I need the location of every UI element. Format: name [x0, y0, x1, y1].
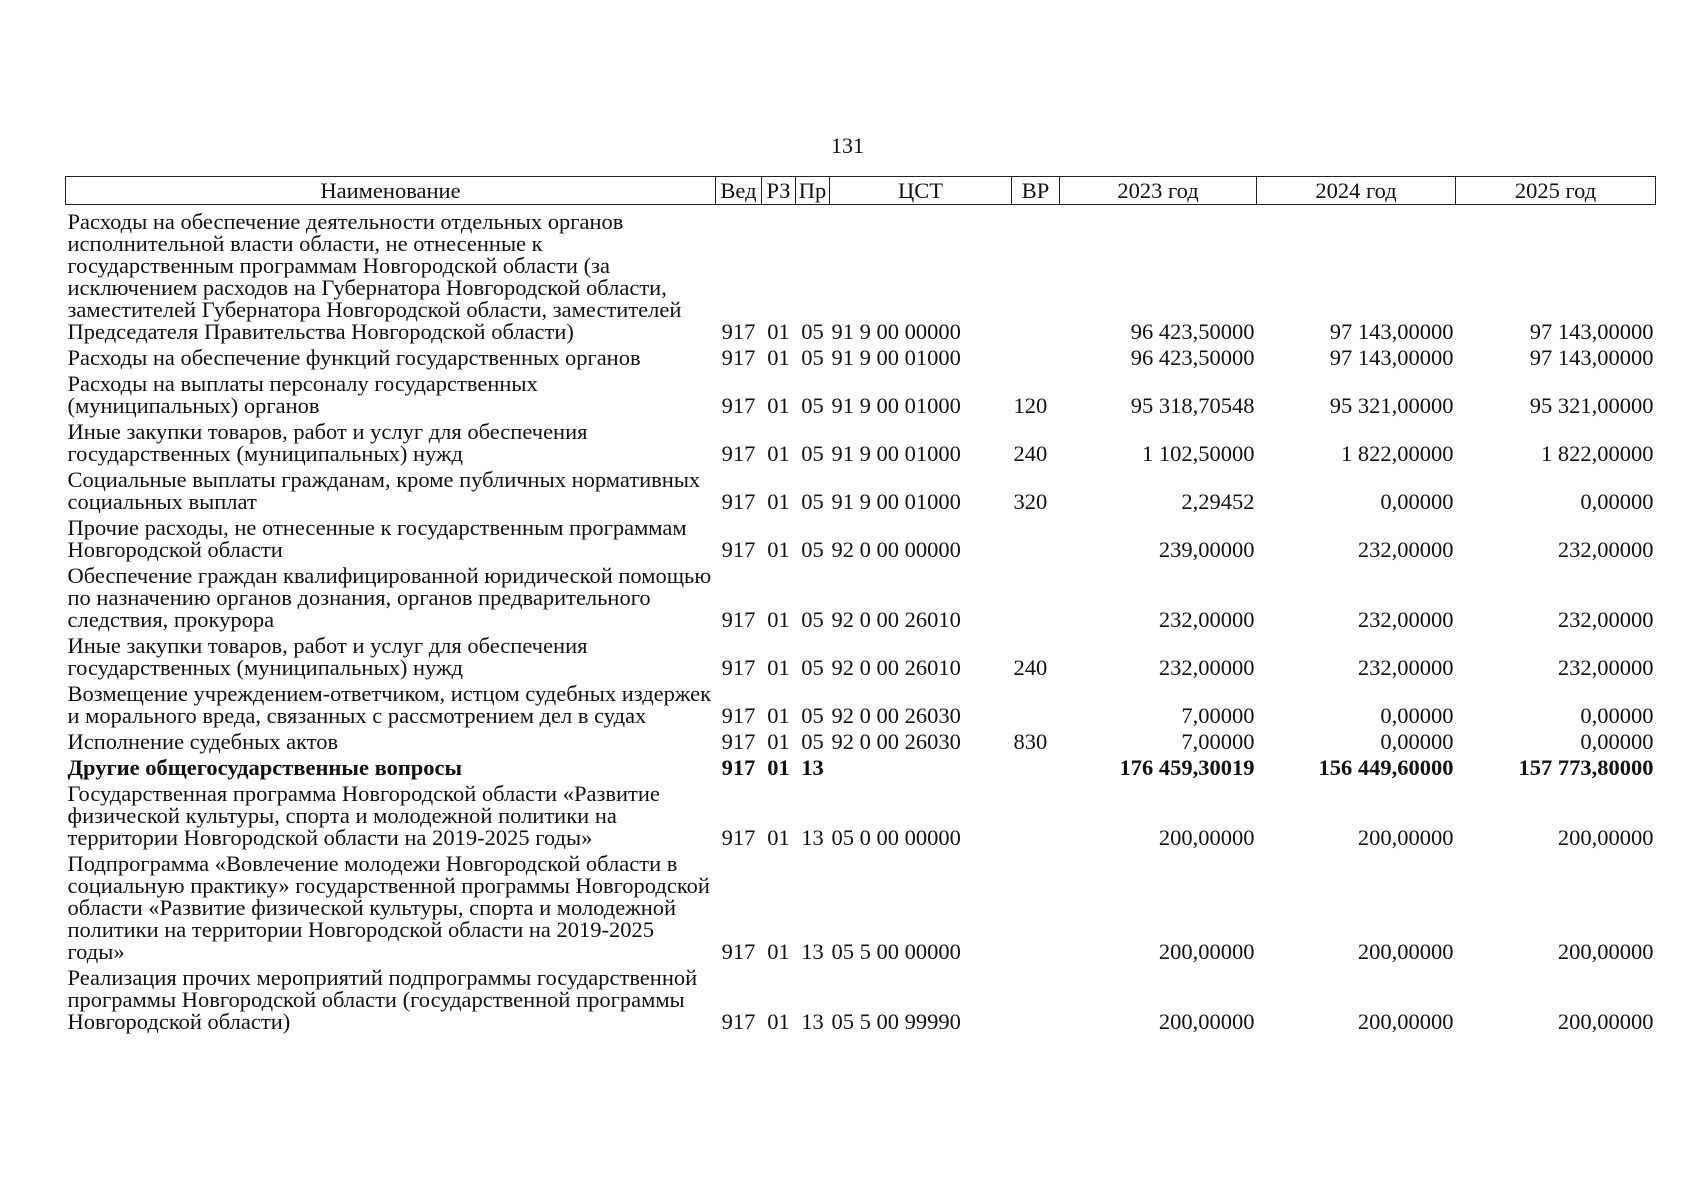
- cell-y2025: 95 321,00000: [1529, 393, 1654, 418]
- cell-y2025: 97 143,00000: [1529, 319, 1654, 344]
- cell-y2025: 0,00000: [1580, 489, 1654, 514]
- cell-vr: 240: [1013, 441, 1048, 466]
- cell-pr: 05: [801, 345, 824, 370]
- cell-y2023: 176 459,30019: [1119, 755, 1255, 780]
- cell-cst: 05 5 00 00000: [831, 939, 961, 964]
- cell-vr: [1012, 967, 1060, 1037]
- cell-vr: [1012, 565, 1060, 635]
- cell-name: Иные закупки товаров, работ и услуг для обеспечения государственных (муниципальных) нужд: [67, 419, 588, 466]
- table-row: [66, 967, 1656, 1037]
- table-header: [66, 177, 1656, 205]
- cell-name: Подпрограмма «Вовлечение молодежи Новгородской области в социальную практику» государственной программы Новгородской области «Развитие физической культуры, спорта и молодежной политики на территории Новгородской области на 2019-2025 годы»: [67, 851, 710, 964]
- cell-name: Другие общегосударственные вопросы: [67, 755, 463, 780]
- cell-pr: 05: [801, 441, 824, 466]
- header-pr: Пр: [796, 177, 830, 205]
- cell-pr: 05: [801, 607, 824, 632]
- cell-vr: 830: [1013, 729, 1048, 754]
- cell-ved: 917: [721, 703, 756, 728]
- cell-vr: [1012, 683, 1060, 731]
- cell-pr: 13: [801, 939, 824, 964]
- cell-y2023: 96 423,50000: [1130, 319, 1255, 344]
- cell-y2024: 232,00000: [1357, 607, 1454, 632]
- table-row: [66, 635, 1656, 683]
- cell-name: Расходы на обеспечение деятельности отдельных органов исполнительной власти области, не отнесенные к государственным программам Новгородской области (за исключением расходов на Губернатора Новгородской области, заместителей Губернатора Новгородской области, заместителей Председателя Правительства Новгородской области): [67, 209, 682, 344]
- table-body: [66, 205, 1656, 1038]
- cell-vr: [1012, 853, 1060, 967]
- cell-vr: 320: [1013, 489, 1048, 514]
- cell-name: Иные закупки товаров, работ и услуг для обеспечения государственных (муниципальных) нужд: [67, 633, 588, 680]
- cell-cst: 91 9 00 01000: [831, 441, 961, 466]
- cell-rz: 01: [767, 703, 790, 728]
- header-name: Наименование: [66, 177, 716, 205]
- cell-pr: 05: [801, 489, 824, 514]
- cell-y2024: 95 321,00000: [1329, 393, 1454, 418]
- cell-ved: 917: [721, 939, 756, 964]
- cell-y2024: 200,00000: [1357, 939, 1454, 964]
- cell-ved: 917: [721, 755, 756, 780]
- cell-cst: 92 0 00 26010: [831, 655, 961, 680]
- page-number: 131: [831, 133, 864, 158]
- cell-y2025: 200,00000: [1557, 1009, 1654, 1034]
- cell-rz: 01: [767, 825, 790, 850]
- header-ved: Вед: [716, 177, 762, 205]
- header-vr: ВР: [1012, 177, 1060, 205]
- cell-y2025: 0,00000: [1580, 703, 1654, 728]
- cell-cst: 92 0 00 26010: [831, 607, 961, 632]
- cell-ved: 917: [721, 345, 756, 370]
- cell-y2023: 200,00000: [1158, 939, 1255, 964]
- cell-vr: 120: [1013, 393, 1048, 418]
- cell-y2024: 232,00000: [1357, 537, 1454, 562]
- cell-pr: 05: [801, 319, 824, 344]
- cell-y2024: 232,00000: [1357, 655, 1454, 680]
- table-row: [66, 783, 1656, 853]
- cell-y2025: 157 773,80000: [1518, 755, 1654, 780]
- cell-rz: 01: [767, 319, 790, 344]
- cell-y2023: 7,00000: [1181, 703, 1255, 728]
- cell-ved: 917: [721, 825, 756, 850]
- cell-rz: 01: [767, 939, 790, 964]
- cell-vr: [1012, 347, 1060, 373]
- cell-y2024: 97 143,00000: [1329, 319, 1454, 344]
- table-row: [66, 731, 1656, 757]
- header-2024: 2024 год: [1257, 177, 1456, 205]
- cell-cst: 92 0 00 00000: [831, 537, 961, 562]
- cell-pr: 13: [801, 825, 824, 850]
- cell-cst: 05 5 00 99990: [831, 1009, 961, 1034]
- cell-y2023: 96 423,50000: [1130, 345, 1255, 370]
- header-rz: РЗ: [762, 177, 796, 205]
- cell-pr: 05: [801, 703, 824, 728]
- cell-ved: 917: [721, 607, 756, 632]
- cell-y2024: 0,00000: [1380, 703, 1454, 728]
- cell-pr: 05: [801, 537, 824, 562]
- cell-y2024: 97 143,00000: [1329, 345, 1454, 370]
- cell-pr: 05: [801, 655, 824, 680]
- cell-name: Социальные выплаты гражданам, кроме публичных нормативных социальных выплат: [67, 467, 701, 514]
- cell-ved: 917: [721, 319, 756, 344]
- cell-ved: 917: [721, 729, 756, 754]
- cell-y2025: 1 822,00000: [1541, 441, 1654, 466]
- cell-name: Расходы на выплаты персоналу государственных (муниципальных) органов: [67, 371, 538, 418]
- cell-vr: [1012, 783, 1060, 853]
- cell-name: Возмещение учреждением-ответчиком, истцом судебных издержек и морального вреда, связанных с рассмотрением дел в судах: [67, 681, 712, 728]
- cell-y2024: 200,00000: [1357, 1009, 1454, 1034]
- cell-y2025: 232,00000: [1557, 537, 1654, 562]
- table-row: [66, 469, 1656, 517]
- cell-y2023: 2,29452: [1181, 489, 1255, 514]
- cell-rz: 01: [767, 729, 790, 754]
- cell-cst: 91 9 00 00000: [831, 319, 961, 344]
- cell-y2025: 0,00000: [1580, 729, 1654, 754]
- cell-y2025: 200,00000: [1557, 939, 1654, 964]
- cell-vr: [1012, 517, 1060, 565]
- table-row: [66, 683, 1656, 731]
- cell-ved: 917: [721, 655, 756, 680]
- cell-y2023: 7,00000: [1181, 729, 1255, 754]
- table-row: [66, 517, 1656, 565]
- budget-table: [65, 176, 1656, 1037]
- cell-vr: [1012, 757, 1060, 783]
- cell-y2025: 232,00000: [1557, 655, 1654, 680]
- cell-y2023: 232,00000: [1158, 607, 1255, 632]
- cell-y2023: 95 318,70548: [1130, 393, 1255, 418]
- header-2025: 2025 год: [1456, 177, 1656, 205]
- cell-y2023: 200,00000: [1158, 825, 1255, 850]
- cell-rz: 01: [767, 441, 790, 466]
- cell-pr: 13: [801, 1009, 824, 1034]
- cell-cst: 91 9 00 01000: [831, 489, 961, 514]
- cell-rz: 01: [767, 489, 790, 514]
- cell-name: Расходы на обеспечение функций государственных органов: [67, 345, 641, 370]
- table-row: [66, 421, 1656, 469]
- header-cst: ЦСТ: [830, 177, 1012, 205]
- table-row: [66, 347, 1656, 373]
- cell-name: Исполнение судебных актов: [67, 729, 339, 754]
- cell-rz: 01: [767, 655, 790, 680]
- cell-y2023: 239,00000: [1158, 537, 1255, 562]
- cell-y2023: 1 102,50000: [1142, 441, 1255, 466]
- table-row: [66, 205, 1656, 348]
- table-row: [66, 757, 1656, 783]
- cell-ved: 917: [721, 1009, 756, 1034]
- cell-ved: 917: [721, 441, 756, 466]
- cell-pr: 05: [801, 393, 824, 418]
- cell-y2024: 0,00000: [1380, 729, 1454, 754]
- cell-cst: 05 0 00 00000: [831, 825, 961, 850]
- cell-y2025: 97 143,00000: [1529, 345, 1654, 370]
- cell-name: Прочие расходы, не отнесенные к государственным программам Новгородской области: [67, 515, 687, 562]
- cell-y2023: 232,00000: [1158, 655, 1255, 680]
- cell-vr: 240: [1013, 655, 1048, 680]
- cell-pr: 05: [801, 729, 824, 754]
- cell-y2025: 200,00000: [1557, 825, 1654, 850]
- cell-y2024: 200,00000: [1357, 825, 1454, 850]
- cell-y2025: 232,00000: [1557, 607, 1654, 632]
- cell-cst: 91 9 00 01000: [831, 393, 961, 418]
- cell-rz: 01: [767, 537, 790, 562]
- cell-ved: 917: [721, 489, 756, 514]
- cell-pr: 13: [801, 755, 824, 780]
- cell-y2024: 1 822,00000: [1341, 441, 1454, 466]
- cell-cst: 91 9 00 01000: [831, 345, 961, 370]
- cell-rz: 01: [767, 1009, 790, 1034]
- cell-name: Обеспечение граждан квалифицированной юридической помощью по назначению органов дознания, органов предварительного следствия, прокурора: [67, 563, 712, 632]
- header-2023: 2023 год: [1060, 177, 1257, 205]
- cell-y2024: 156 449,60000: [1318, 755, 1454, 780]
- cell-rz: 01: [767, 607, 790, 632]
- cell-name: Государственная программа Новгородской области «Развитие физической культуры, спорта и молодежной политики на территории Новгородской области на 2019-2025 годы»: [67, 781, 660, 850]
- cell-rz: 01: [767, 755, 790, 780]
- cell-rz: 01: [767, 345, 790, 370]
- cell-ved: 917: [721, 393, 756, 418]
- cell-ved: 917: [721, 537, 756, 562]
- cell-cst: 92 0 00 26030: [831, 703, 961, 728]
- table-row: [66, 565, 1656, 635]
- table-row: [66, 373, 1656, 421]
- cell-rz: 01: [767, 393, 790, 418]
- cell-vr: [1012, 205, 1060, 348]
- cell-cst: [830, 757, 1012, 783]
- cell-y2024: 0,00000: [1380, 489, 1454, 514]
- cell-cst: 92 0 00 26030: [831, 729, 961, 754]
- cell-name: Реализация прочих мероприятий подпрограммы государственной программы Новгородской области (государственной программы Новгородской области): [67, 965, 698, 1034]
- cell-y2023: 200,00000: [1158, 1009, 1255, 1034]
- table-row: [66, 853, 1656, 967]
